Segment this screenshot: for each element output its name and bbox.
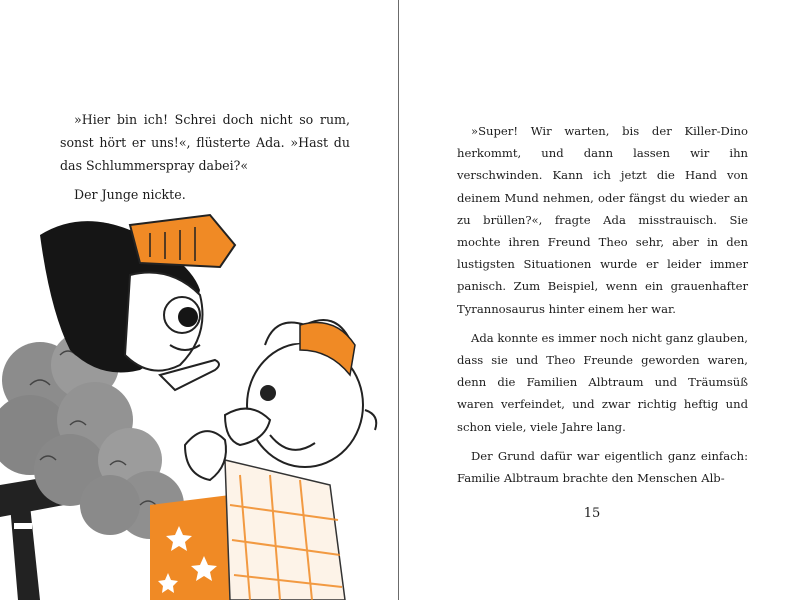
right-page xyxy=(399,0,797,600)
page-number: 15 xyxy=(583,506,601,521)
paragraph: »Super! Wir warten, bis der Killer-Dino herkommt, und dann lassen wir ihn verschwinden. Kann ich jetzt die Hand von deinem Mund nehmen, oder fängst du wieder an zu brüllen?«, fragte Ada misstrauisch. Sie mochte ihren Freund Theo sehr, aber in den lustigsten Situationen wurde er leider immer panisch. Zum Beispiel, wenn ein grauenhafter Tyrannosaurus hinter einem her war. xyxy=(457,124,748,316)
left-page xyxy=(0,0,398,600)
paragraph: Der Grund dafür war eigentlich ganz einfach: Familie Albtraum brachte den Menschen Alb- xyxy=(457,448,748,486)
theo-checked-shirt xyxy=(225,460,345,600)
right-page-text xyxy=(457,120,748,489)
theo-head xyxy=(247,320,376,467)
illustration-ada-and-theo xyxy=(0,205,398,600)
paragraph: Ada konnte es immer noch nicht ganz glauben, dass sie und Theo Freunde geworden waren, denn die Familien Albtraum und Träumsüß waren verfeindet, und zwar richtig heftig und schon viele, viele Jahre lang. xyxy=(457,330,748,434)
paragraph: »Hier bin ich! Schrei doch nicht so rum, sonst hört er uns!«, flüsterte Ada. »Hast du das Schlummerspray dabei?« xyxy=(60,112,350,173)
left-page-text xyxy=(60,108,350,206)
paragraph: Der Junge nickte. xyxy=(74,187,186,202)
